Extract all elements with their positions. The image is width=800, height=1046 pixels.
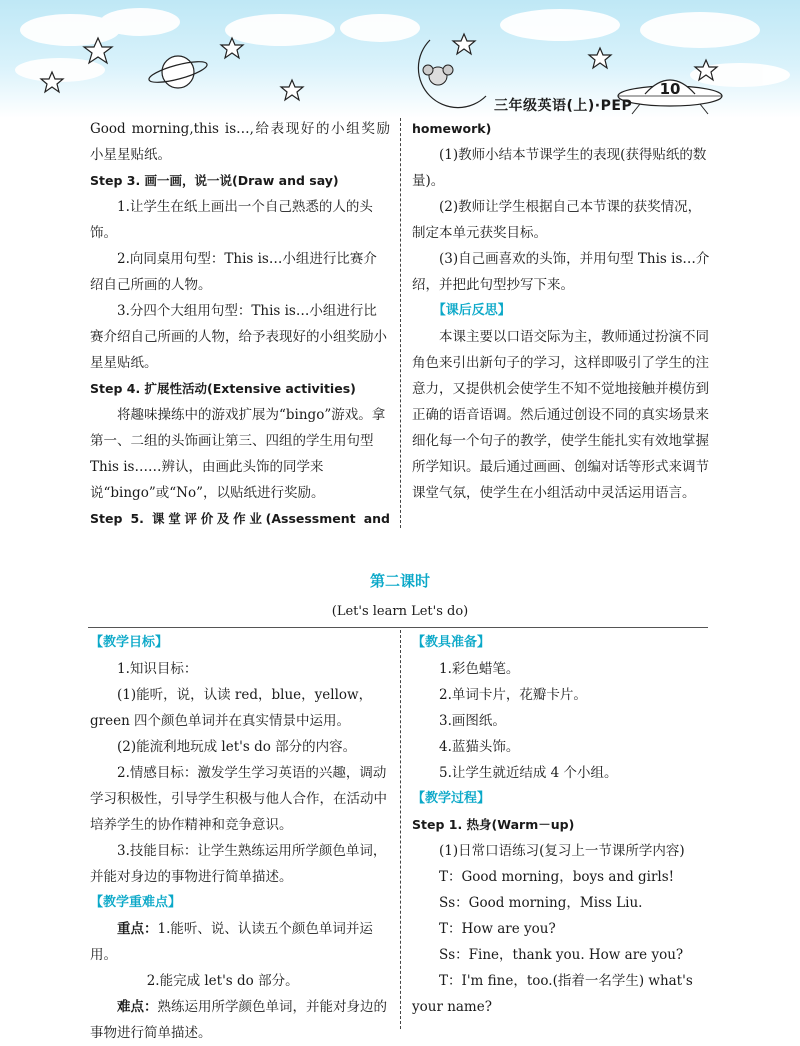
goals-tag: 【教学目标】 xyxy=(90,635,169,650)
step4-text: 将趣味操练中的游戏扩展为“bingo”游戏。拿第一、二组的头饰画让第三、四组的学生用句型 This is……辨认，由画此头饰的同学来说“bingo”或“No”，以贴纸进行奖励。 xyxy=(90,407,386,501)
goal-item: 3.技能目标：让学生熟练运用所学颜色单词，并能对身边的事物进行简单描述。 xyxy=(90,843,387,885)
prep-item: 3.画图纸。 xyxy=(439,713,506,729)
bottom-right-column xyxy=(412,630,712,1020)
dialog-line: T：How are you? xyxy=(439,921,556,937)
top-left-column xyxy=(90,116,390,532)
dialog-line: T：I'm fine，too.(指着一名学生) what's your name? xyxy=(412,973,693,1015)
planet-icon xyxy=(147,56,209,88)
step1-title: Step 1. 热身(Warm－up) xyxy=(412,817,575,832)
process-tag: 【教学过程】 xyxy=(412,791,491,806)
dialog-line: Ss：Fine，thank you. How are you? xyxy=(439,947,684,963)
prep-tag: 【教具准备】 xyxy=(412,635,491,650)
step3-item: 1.让学生在纸上画出一个自己熟悉的人的头饰。 xyxy=(90,199,373,241)
goal-item: 2.情感目标：激发学生学习英语的兴趣，调动学习积极性，引导学生积极与他人合作，在活动中培养学生的协作精神和竞争意识。 xyxy=(90,765,387,833)
section-divider xyxy=(88,627,708,628)
step3-item: 2.向同桌用句型：This is…小组进行比赛介绍自己所画的人物。 xyxy=(90,251,377,293)
text-line: Good morning,this is…,给表现好的小组奖励 xyxy=(90,121,390,137)
goal-item: (1)能听，说，认读 red，blue，yellow，green 四个颜色单词并在真实情景中运用。 xyxy=(90,687,373,729)
column-divider xyxy=(400,630,401,1029)
dialog-line: Ss：Good morning，Miss Liu. xyxy=(439,895,643,911)
prep-item: 1.彩色蜡笔。 xyxy=(439,661,520,677)
prep-item: 5.让学生就近结成 4 个小组。 xyxy=(439,765,618,781)
header-decoration xyxy=(0,0,800,118)
step1-sub: (1)日常口语练习(复习上一节课所学内容) xyxy=(439,843,685,859)
homework-item: (1)教师小结本节课学生的表现(获得贴纸的数量)。 xyxy=(412,147,707,189)
reflection-tag: 【课后反思】 xyxy=(432,303,511,318)
lesson-title: 第二课时 xyxy=(369,572,430,590)
page-number: 10 xyxy=(659,80,681,98)
key-label: 重点： xyxy=(117,921,158,937)
key-item: 2.能完成 let's do 部分。 xyxy=(146,973,299,989)
step4-title: Step 4. 扩展性活动(Extensive activities) xyxy=(90,381,356,396)
difficulty-label: 难点： xyxy=(117,999,158,1015)
difficulty-text: 熟练运用所学颜色单词，并能对身边的事物进行简单描述。 xyxy=(90,999,387,1041)
subject-label: 三年级英语(上)·PEP xyxy=(494,98,633,114)
bottom-left-column xyxy=(90,630,390,1046)
column-divider xyxy=(400,118,401,528)
homework-item: (2)教师让学生根据自己本节课的获奖情况，制定本单元获奖目标。 xyxy=(412,199,702,241)
step5-title-cont: homework) xyxy=(412,121,492,136)
step3-item: 3.分四个大组用句型：This is…小组进行比赛介绍自己所画的人物，给予表现好的小组奖励小星星贴纸。 xyxy=(90,303,387,371)
page-header xyxy=(0,0,800,118)
star-icon xyxy=(41,34,717,100)
goal-item: (2)能流利地玩成 let's do 部分的内容。 xyxy=(117,739,357,755)
prep-item: 2.单词卡片，花瓣卡片。 xyxy=(439,687,587,703)
moon-mouse-icon xyxy=(418,40,486,108)
prep-item: 4.蓝猫头饰。 xyxy=(439,739,520,755)
lesson-subtitle: (Let's learn Let's do) xyxy=(331,604,469,619)
step5-title: Step 5. 课堂评价及作业(Assessment and xyxy=(90,511,390,526)
key-points-tag: 【教学重难点】 xyxy=(90,895,182,910)
text-line: 小星星贴纸。 xyxy=(90,147,171,163)
dialog-line: T：Good morning，boys and girls! xyxy=(439,869,675,885)
reflection-text: 本课主要以口语交际为主，教师通过扮演不同角色来引出新句子的学习，这样即吸引了学生的注意力，又提供机会使学生不知不觉地接触并模仿到正确的语音语调。然后通过创设不同的真实场景来细化每一个句子的教学，使学生能扎实有效地掌握所学知识。最后通过画画、创编对话等形式来调节课堂气氛，使学生在小组活动中灵活运用语言。 xyxy=(412,329,709,501)
homework-item: (3)自己画喜欢的头饰，并用句型 This is…介绍，并把此句型抄写下来。 xyxy=(412,251,710,293)
step3-title: Step 3. 画一画，说一说(Draw and say) xyxy=(90,173,339,188)
top-right-column xyxy=(412,116,712,506)
goal-item: 1.知识目标： xyxy=(117,661,198,677)
key-item: 1.能听、说、认读五个颜色单词并运用。 xyxy=(90,921,373,963)
